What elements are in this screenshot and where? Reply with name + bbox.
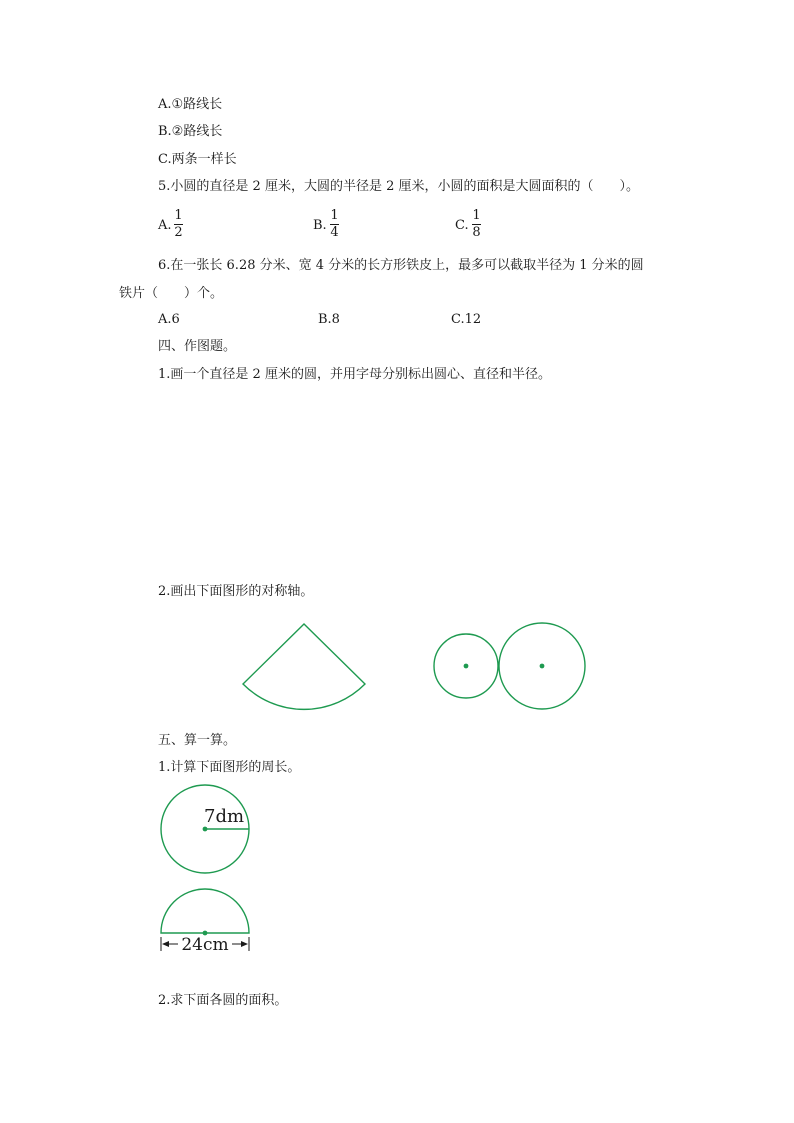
q4-option-c: C.两条一样长 bbox=[158, 152, 237, 167]
q5-text: 5.小圆的直径是 2 厘米，大圆的半径是 2 厘米，小圆的面积是大圆面积的（ ）。 bbox=[158, 179, 639, 194]
q6-text-line2: 铁片（ ）个。 bbox=[119, 286, 224, 301]
circle-center-dot bbox=[203, 827, 208, 832]
fraction-numerator: 1 bbox=[330, 208, 339, 223]
small-circle-center-dot bbox=[464, 664, 469, 669]
q6-text-line1: 6.在一张长 6.28 分米、宽 4 分米的长方形铁皮上，最多可以截取半径为 1 分米的圆 bbox=[158, 258, 644, 273]
q5-option-c-letter: C. bbox=[455, 218, 469, 233]
q5-option-b-letter: B. bbox=[313, 218, 327, 233]
fraction-numerator: 1 bbox=[174, 208, 183, 223]
q6-option-c: C.12 bbox=[451, 312, 482, 327]
fraction-denominator: 4 bbox=[330, 225, 339, 240]
semicircle-shape bbox=[161, 889, 249, 933]
sector-shape bbox=[243, 624, 365, 709]
q6-option-b: B.8 bbox=[318, 312, 340, 327]
fraction-denominator: 2 bbox=[174, 225, 183, 240]
diameter-label: 24cm bbox=[181, 935, 229, 955]
arrow-right-icon bbox=[241, 941, 248, 947]
arrow-left-icon bbox=[162, 941, 169, 947]
section4-title: 四、作图题。 bbox=[158, 339, 237, 354]
large-circle-center-dot bbox=[540, 664, 545, 669]
section5-q2: 2.求下面各圆的面积。 bbox=[158, 993, 288, 1008]
fraction-numerator: 1 bbox=[472, 208, 481, 223]
q5-option-a-letter: A. bbox=[158, 218, 172, 233]
q4-option-a: A.①路线长 bbox=[158, 97, 223, 112]
section4-q2: 2.画出下面图形的对称轴。 bbox=[158, 584, 314, 599]
radius-label: 7dm bbox=[204, 806, 245, 827]
section4-q1: 1.画一个直径是 2 厘米的圆，并用字母分别标出圆心、直径和半径。 bbox=[158, 367, 551, 382]
q4-option-b: B.②路线长 bbox=[158, 124, 223, 139]
section5-q1: 1.计算下面图形的周长。 bbox=[158, 760, 301, 775]
section5-title: 五、算一算。 bbox=[158, 733, 237, 748]
q6-option-a: A.6 bbox=[158, 312, 180, 327]
fraction-denominator: 8 bbox=[472, 225, 481, 240]
